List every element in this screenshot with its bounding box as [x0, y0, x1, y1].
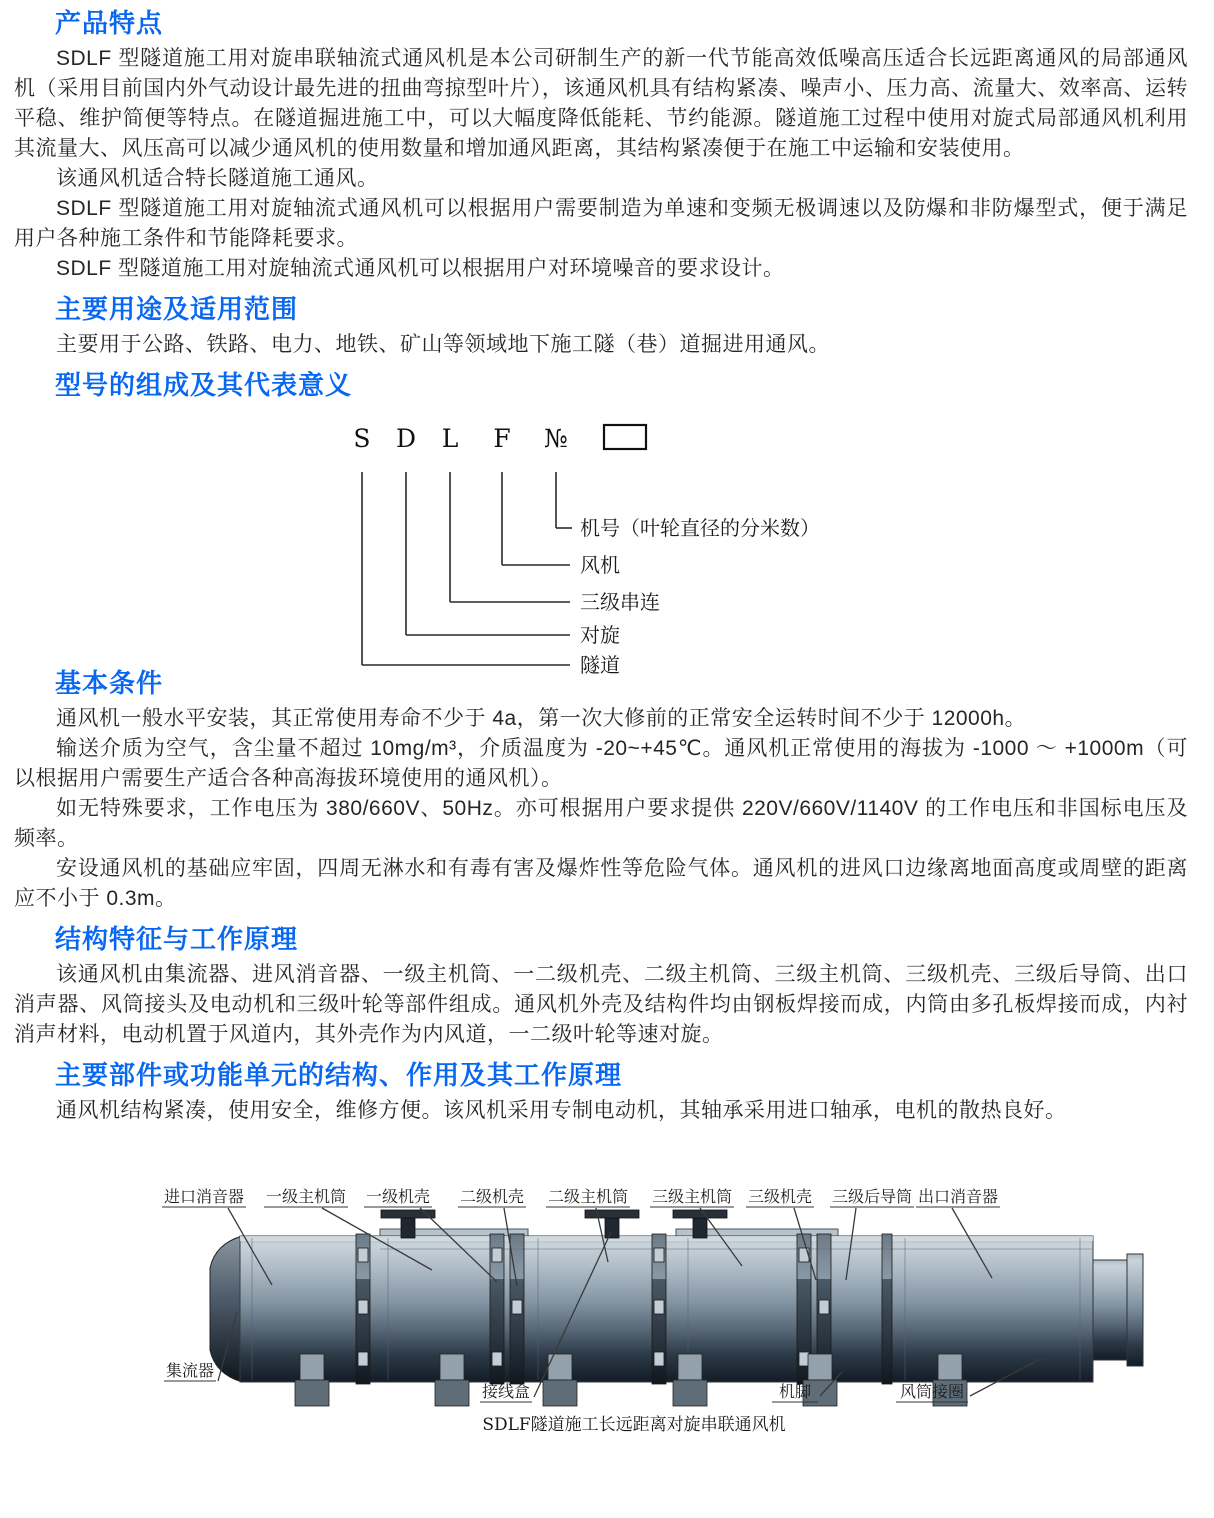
heading-usage: 主要用途及适用范围: [55, 294, 299, 324]
model-composition-diagram: [14, 406, 1214, 677]
paragraph-usage-1: 主要用于公路、铁路、电力、地铁、矿山等领域地下施工隧（巷）道掘进用通风。: [56, 333, 830, 356]
model-diagram-lines: [362, 472, 572, 665]
outlet-duct: [1093, 1260, 1127, 1360]
model-letter-d: D: [395, 424, 417, 453]
heading-main-parts: 主要部件或功能单元的结构、作用及其工作原理: [55, 1060, 623, 1090]
heading-model-composition: 型号的组成及其代表意义: [55, 370, 353, 400]
bell-mouth: [210, 1236, 242, 1382]
heading-basic-conditions: 基本条件: [55, 668, 164, 698]
svg-text:三级后导筒: 三级后导筒: [831, 1187, 913, 1206]
svg-text:二级机壳: 二级机壳: [459, 1187, 525, 1206]
heading-structure-principle: 结构特征与工作原理: [55, 924, 299, 954]
paragraph-features-4: SDLF 型隧道施工用对旋轴流式通风机可以根据用户对环境噪音的要求设计。: [56, 257, 785, 280]
svg-text:风筒接圈: 风筒接圈: [899, 1382, 965, 1401]
svg-text:一级机壳: 一级机壳: [365, 1187, 431, 1206]
paragraph-features-2: 该通风机适合特长隧道施工通风。: [56, 167, 379, 190]
fan-structure-diagram: [0, 1126, 1200, 1480]
model-label-tunnel: 隧道: [580, 653, 620, 677]
model-number-box: [604, 425, 646, 449]
svg-text:机脚: 机脚: [778, 1382, 812, 1401]
paragraph-basic-2: 输送介质为空气，含尘量不超过 10mg/m³，介质温度为 -20~+45℃。通风机正常使用的海拔为 -1000 ～ +1000m（可以根据用户需要生产适合各种高海拔环境使用的通风机）。: [14, 737, 1188, 790]
svg-text:集流器: 集流器: [165, 1361, 215, 1380]
svg-text:出口消音器: 出口消音器: [917, 1187, 999, 1206]
paragraph-structure-1: 该通风机由集流器、进风消音器、一级主机筒、一二级机壳、二级主机筒、三级主机筒、三级机壳、三级后导筒、出口消声器、风筒接头及电动机和三级叶轮等部件组成。通风机外壳及结构件均由钢板焊接而成，内筒由多孔板焊接而成，内衬消声材料，电动机置于风道内，其外壳作为内风道，一二级叶轮等速对旋。: [14, 963, 1188, 1046]
paragraph-basic-3: 如无特殊要求，工作电压为 380/660V、50Hz。亦可根据用户要求提供 220V/660V/1140V 的工作电压和非国标电压及频率。: [14, 797, 1188, 850]
svg-text:三级机壳: 三级机壳: [747, 1187, 813, 1206]
heading-product-features: 产品特点: [55, 8, 164, 38]
model-label-fan-number: 机号（叶轮直径的分米数）: [580, 516, 820, 540]
product-document: [0, 8, 1200, 1126]
model-letter-f: F: [493, 424, 511, 453]
svg-text:三级主机筒: 三级主机筒: [651, 1187, 733, 1206]
model-letter-s: S: [353, 424, 371, 453]
paragraph-features-3: SDLF 型隧道施工用对旋轴流式通风机可以根据用户需要制造为单速和变频无极调速以及防爆和非防爆型式，便于满足用户各种施工条件和节能降耗要求。: [14, 197, 1188, 250]
fan-diagram-caption: SDLF隧道施工长远距离对旋串联通风机: [482, 1415, 786, 1435]
svg-text:二级主机筒: 二级主机筒: [547, 1187, 629, 1206]
model-label-counter-rotating: 对旋: [580, 623, 620, 647]
paragraph-parts-1: 通风机结构紧凑，使用安全，维修方便。该风机采用专制电动机，其轴承采用进口轴承，电机的散热良好。: [56, 1099, 1067, 1122]
model-letter-no: №: [544, 424, 568, 453]
model-label-fan: 风机: [580, 553, 620, 577]
svg-text:一级主机筒: 一级主机筒: [265, 1187, 347, 1206]
paragraph-basic-4: 安设通风机的基础应牢固，四周无淋水和有毒有害及爆炸性等危险气体。通风机的进风口边缘离地面高度或周壁的距离应不小于 0.3m。: [14, 857, 1188, 910]
model-letter-l: L: [441, 424, 459, 453]
duct-collar: [1127, 1254, 1143, 1366]
model-label-three-stage-series: 三级串连: [580, 590, 660, 614]
paragraph-features-1: SDLF 型隧道施工用对旋串联轴流式通风机是本公司研制生产的新一代节能高效低噪高压适合长远距离通风的局部通风机（采用目前国内外气动设计最先进的扭曲弯掠型叶片），该通风机具有结构紧凑、噪声小、压力高、流量大、效率高、运转平稳、维护简便等特点。在隧道掘进施工中，可以大幅度降低能耗、节约能源。隧道施工过程中使用对旋式局部通风机利用其流量大、风压高可以减少通风机的使用数量和增加通风距离，其结构紧凑便于在施工中运输和安装使用。: [14, 47, 1188, 160]
fan-illustration: [210, 1210, 1143, 1406]
svg-text:接线盒: 接线盒: [481, 1382, 531, 1401]
svg-text:进口消音器: 进口消音器: [163, 1187, 245, 1206]
paragraph-basic-1: 通风机一般水平安装，其正常使用寿命不少于 4a，第一次大修前的正常安全运转时间不少于 12000h。: [56, 707, 1027, 730]
